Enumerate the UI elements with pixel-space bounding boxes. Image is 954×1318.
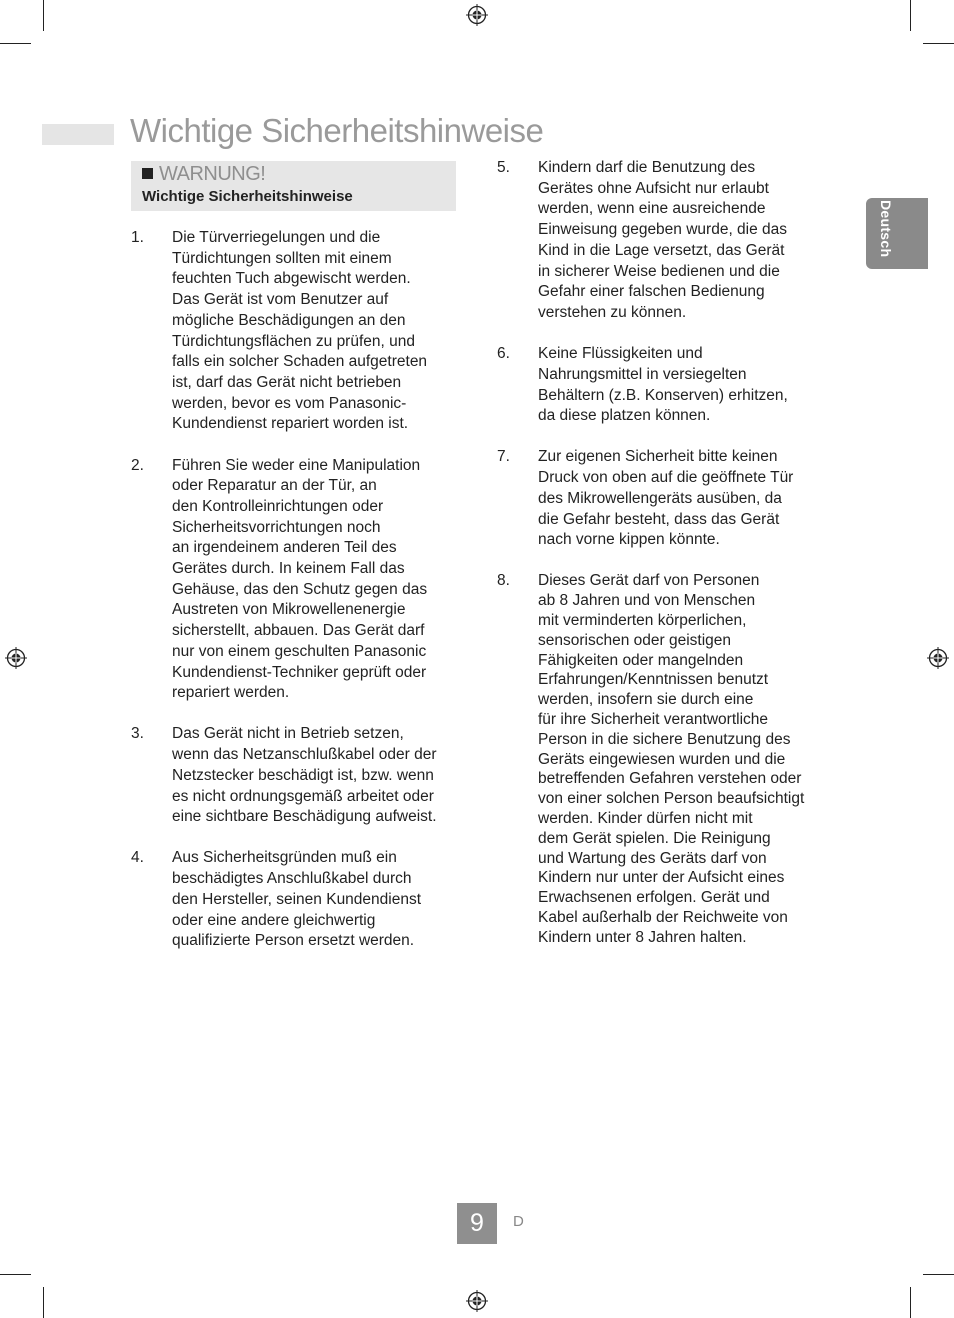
registration-mark-top-icon [466,4,488,26]
registration-mark-left-icon [5,647,27,669]
item-text: Keine Flüssigkeiten und Nahrungsmittel in versiegelten Behältern (z.B. Konserven) erhitzen, da diese platzen können. [538,345,788,425]
item-number: 6. [497,345,510,363]
crop-mark-top-left-h [0,43,31,44]
list-item [131,456,461,704]
item-number: 1. [131,229,144,246]
list-item [131,228,461,435]
crop-mark-bottom-left-h [0,1274,31,1275]
item-number: 2. [131,456,144,474]
warning-heading-text: WARNUNG! [159,163,266,185]
list-item [497,344,837,427]
square-bullet-icon [142,168,153,179]
list-item [131,848,461,952]
warning-heading [142,163,265,186]
list-item [131,724,461,828]
language-code: D [513,1213,524,1230]
warning-box [131,161,456,211]
item-text: Zur eigenen Sicherheit bitte keinen Druck von oben auf die geöffnete Tür des Mikrowellengeräts ausüben, da die Gefahr besteht, dass das Gerät nach vorne kippen könnte. [538,448,794,549]
language-tab [866,198,928,269]
crop-mark-top-right-v [910,0,911,31]
list-item [497,571,837,947]
item-text: Aus Sicherheitsgründen muß ein beschädigtes Anschlußkabel durch den Hersteller, seinen Kundendienst oder eine andere gleichwertig qualifizierte Person ersetzt werden. [172,849,422,950]
item-text: Das Gerät nicht in Betrieb setzen, wenn das Netzanschlußkabel oder der Netzstecker beschädigt ist, bzw. wenn es nicht ordnungsgemäß arbeitet oder eine sichtbare Beschädigung aufweist. [172,725,437,826]
safety-list-right [497,158,837,948]
list-item [497,158,837,324]
crop-mark-bottom-left-v [43,1287,44,1318]
item-text: Die Türverriegelungen und die Türdichtungen sollten mit einem feuchten Tuch abgewischt werden. Das Gerät ist vom Benutzer auf mögliche Beschädigungen an den Türdichtungsflächen zu prüfen, und falls ein solcher Schaden aufgetreten ist, darf das Gerät nicht betrieben werden, bevor es vom Panasonic- Kundendienst repariert worden ist. [172,229,428,433]
item-text: Dieses Gerät darf von Personen ab 8 Jahren und von Menschen mit verminderten körperlichen, sensorischen oder geistigen Fähigkeiten oder mangelnden Erfahrungen/Kenntnissen benutzt werden, insofern sie durch eine für ihre Sicherheit verantwortliche Person in die sichere Benutzung des Geräts eingewiesen wurden und die betreffenden Gefahren verstehen oder von einer solchen Person beaufsichtigt werden. Kinder dürfen nicht mit dem Gerät spielen. Die Reinigung und Wartung des Geräts darf von Kindern nur unter der Aufsicht eines Erwachsenen erfolgen. Gerät und Kabel außerhalb der Reichweite von Kindern unter 8 Jahren halten. [538,572,805,946]
item-number: 7. [497,448,510,466]
crop-mark-bottom-right-v [910,1287,911,1318]
crop-mark-top-left-v [43,0,44,31]
item-number: 4. [131,849,144,867]
crop-mark-top-right-h [923,43,954,44]
list-item [497,447,837,551]
crop-mark-bottom-right-h [923,1274,954,1275]
item-text: Führen Sie weder eine Manipulation oder Reparatur an der Tür, an den Kontrolleinrichtungen oder Sicherheitsvorrichtungen noch an irgendeinem anderen Teil des Gerätes durch. In keinem Fall das Gehäuse, das den Schutz gegen das Austreten von Mikrowellenenergie sicherstellt, abbauen. Das Gerät darf nur von einem geschulten Panasonic Kundendienst-Techniker geprüft oder repariert werden. [172,456,428,702]
item-text: Kindern darf die Benutzung des Gerätes ohne Aufsicht nur erlaubt werden, wenn eine ausreichende Einweisung gegeben wurde, die das Kind in die Lage versetzt, das Gerät in sicherer Weise bedienen und die Gefahr einer falschen Bedienung verstehen zu können. [538,159,788,321]
registration-mark-right-icon [927,647,949,669]
page-number: 9 [457,1203,497,1244]
item-number: 5. [497,159,510,176]
item-number: 3. [131,725,144,743]
warning-subheading: Wichtige Sicherheitshinweise [142,188,353,205]
registration-mark-bottom-icon [466,1290,488,1312]
page-title: Wichtige Sicherheitshinweise [130,112,544,149]
language-tab-label: Deutsch [878,200,894,258]
item-number: 8. [497,572,510,590]
title-accent-bar [42,124,114,145]
safety-list-left [131,228,461,952]
